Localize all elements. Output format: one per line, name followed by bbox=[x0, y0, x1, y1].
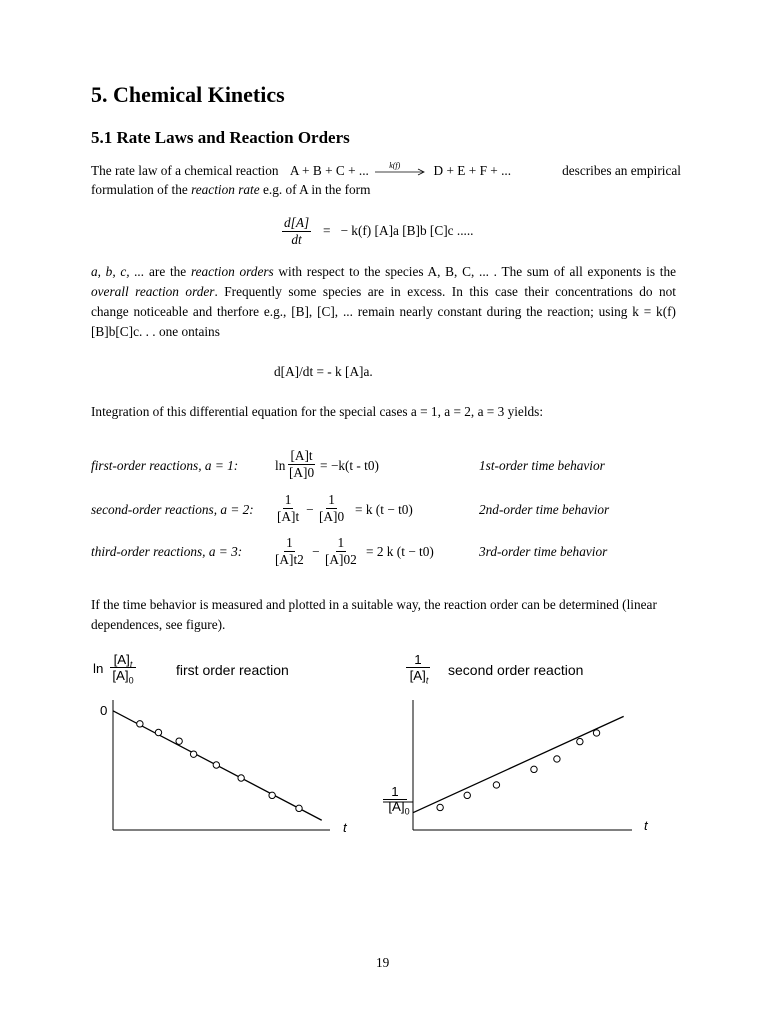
plot1-data-point bbox=[296, 805, 302, 811]
plot1-data-point bbox=[213, 762, 219, 768]
case-3-behavior: 3rd-order time behavior bbox=[479, 544, 608, 559]
case-3-fraction-2: $\frac{1}{[A]02}$ bbox=[325, 535, 357, 567]
plot2-title: second order reaction bbox=[448, 662, 584, 678]
case-3-fraction-1: $\frac{1}{[A]t2}$ bbox=[275, 535, 304, 567]
orders-line-3: change noticeable and therfore e.g., [B], [C], ... remain nearly constant during the reaction; using k = k(f) bbox=[91, 304, 676, 319]
plot2-data-point bbox=[464, 792, 470, 798]
plot2-data-point bbox=[593, 730, 599, 736]
case-1-label: first-order reactions, a = 1: bbox=[91, 458, 239, 473]
case-2-fraction-1: $\frac{1}{[A]t}$ bbox=[277, 492, 300, 524]
case-1-rhs: = −k(t - t0) bbox=[320, 458, 379, 473]
plot2-ylabel-num: 1 bbox=[406, 653, 430, 668]
plot2-second-order bbox=[383, 700, 632, 830]
plot1-data-point bbox=[238, 775, 244, 781]
plot1-ylabel-den: $[A]_0$ bbox=[112, 668, 134, 686]
plot2-y-tick-num: 1 bbox=[383, 785, 407, 800]
plot1-xlabel: t bbox=[343, 820, 347, 835]
plot1-data-point bbox=[176, 738, 182, 744]
case-1-ln: ln bbox=[275, 458, 286, 473]
plot1-first-order bbox=[113, 700, 330, 830]
case-3-rhs: = 2 k (t − t0) bbox=[366, 544, 434, 559]
plot1-y-tick: 0 bbox=[100, 703, 108, 718]
case-2-label: second-order reactions, a = 2: bbox=[91, 502, 254, 517]
plot1-data-point bbox=[190, 751, 196, 757]
plot2-data-point bbox=[577, 738, 583, 744]
plot1-data-point bbox=[269, 792, 275, 798]
case-2-rhs: = k (t − t0) bbox=[355, 502, 413, 517]
case-1-fraction: $\frac{[A]t}{[A]0}$ bbox=[289, 448, 315, 480]
plot1-data-point bbox=[137, 721, 143, 727]
conclusion-line-2: dependences, see figure). bbox=[91, 617, 226, 632]
plot2-xlabel: t bbox=[644, 818, 648, 833]
orders-line-2: overall reaction order. Frequently some species are in excess. In this case their concentrations do not bbox=[91, 284, 676, 299]
conclusion-line-1: If the time behavior is measured and plotted in a suitable way, the reaction order can be determined (linear bbox=[91, 597, 657, 612]
case-3-minus: − bbox=[312, 544, 320, 559]
intro-line-1: The rate law of a chemical reaction A + B + C + ... k(f) D + E + F + ... describes an empirical bbox=[91, 161, 681, 181]
plot2-data-point bbox=[493, 782, 499, 788]
chapter-title: 5. Chemical Kinetics bbox=[91, 82, 285, 107]
rate-eq-fraction: $\frac{d[A]}{dt}$ bbox=[284, 215, 310, 247]
plot2-y-tick-den: $[A]_0$ bbox=[388, 799, 410, 817]
intro-line-2: formulation of the reaction rate e.g. of A in the form bbox=[91, 182, 371, 197]
section-title: 5.1 Rate Laws and Reaction Orders bbox=[91, 128, 350, 147]
plot2-data-point bbox=[437, 804, 443, 810]
reactants: A + B + C + ... bbox=[289, 163, 369, 178]
rate-eq-rhs: = − k(f) [A]a [B]b [C]c ..... bbox=[323, 223, 474, 238]
plot2-fit-line bbox=[413, 716, 624, 812]
integration-text: Integration of this differential equation for the special cases a = 1, a = 2, a = 3 yields: bbox=[91, 404, 544, 419]
page-number: 19 bbox=[376, 955, 390, 970]
case-3-label: third-order reactions, a = 3: bbox=[91, 544, 243, 559]
plot1-ylabel-ln: ln bbox=[93, 661, 104, 676]
plot2-data-point bbox=[531, 766, 537, 772]
case-1-behavior: 1st-order time behavior bbox=[479, 458, 605, 473]
plot2-data-point bbox=[554, 756, 560, 762]
plot1-ylabel-num: $[A]_t$ bbox=[110, 653, 136, 668]
plot2-ylabel-den: $[A]_t$ bbox=[409, 668, 429, 686]
case-2-fraction-2: $\frac{1}{[A]0}$ bbox=[319, 492, 345, 524]
orders-line-1: a, b, c, ... are the reaction orders with respect to the species A, B, C, ... . The sum of all exponents is the bbox=[91, 264, 676, 279]
arrow-label: k(f) bbox=[389, 161, 401, 170]
simple-rate-eq: d[A]/dt = - k [A]a. bbox=[274, 364, 373, 379]
case-2-minus: − bbox=[306, 502, 314, 517]
plot1-title: first order reaction bbox=[176, 662, 289, 678]
plot1-data-point bbox=[155, 729, 161, 735]
orders-line-4: [B]b[C]c. . . one ontains bbox=[91, 324, 220, 339]
case-2-behavior: 2nd-order time behavior bbox=[479, 502, 610, 517]
products: D + E + F + ... bbox=[433, 163, 512, 178]
